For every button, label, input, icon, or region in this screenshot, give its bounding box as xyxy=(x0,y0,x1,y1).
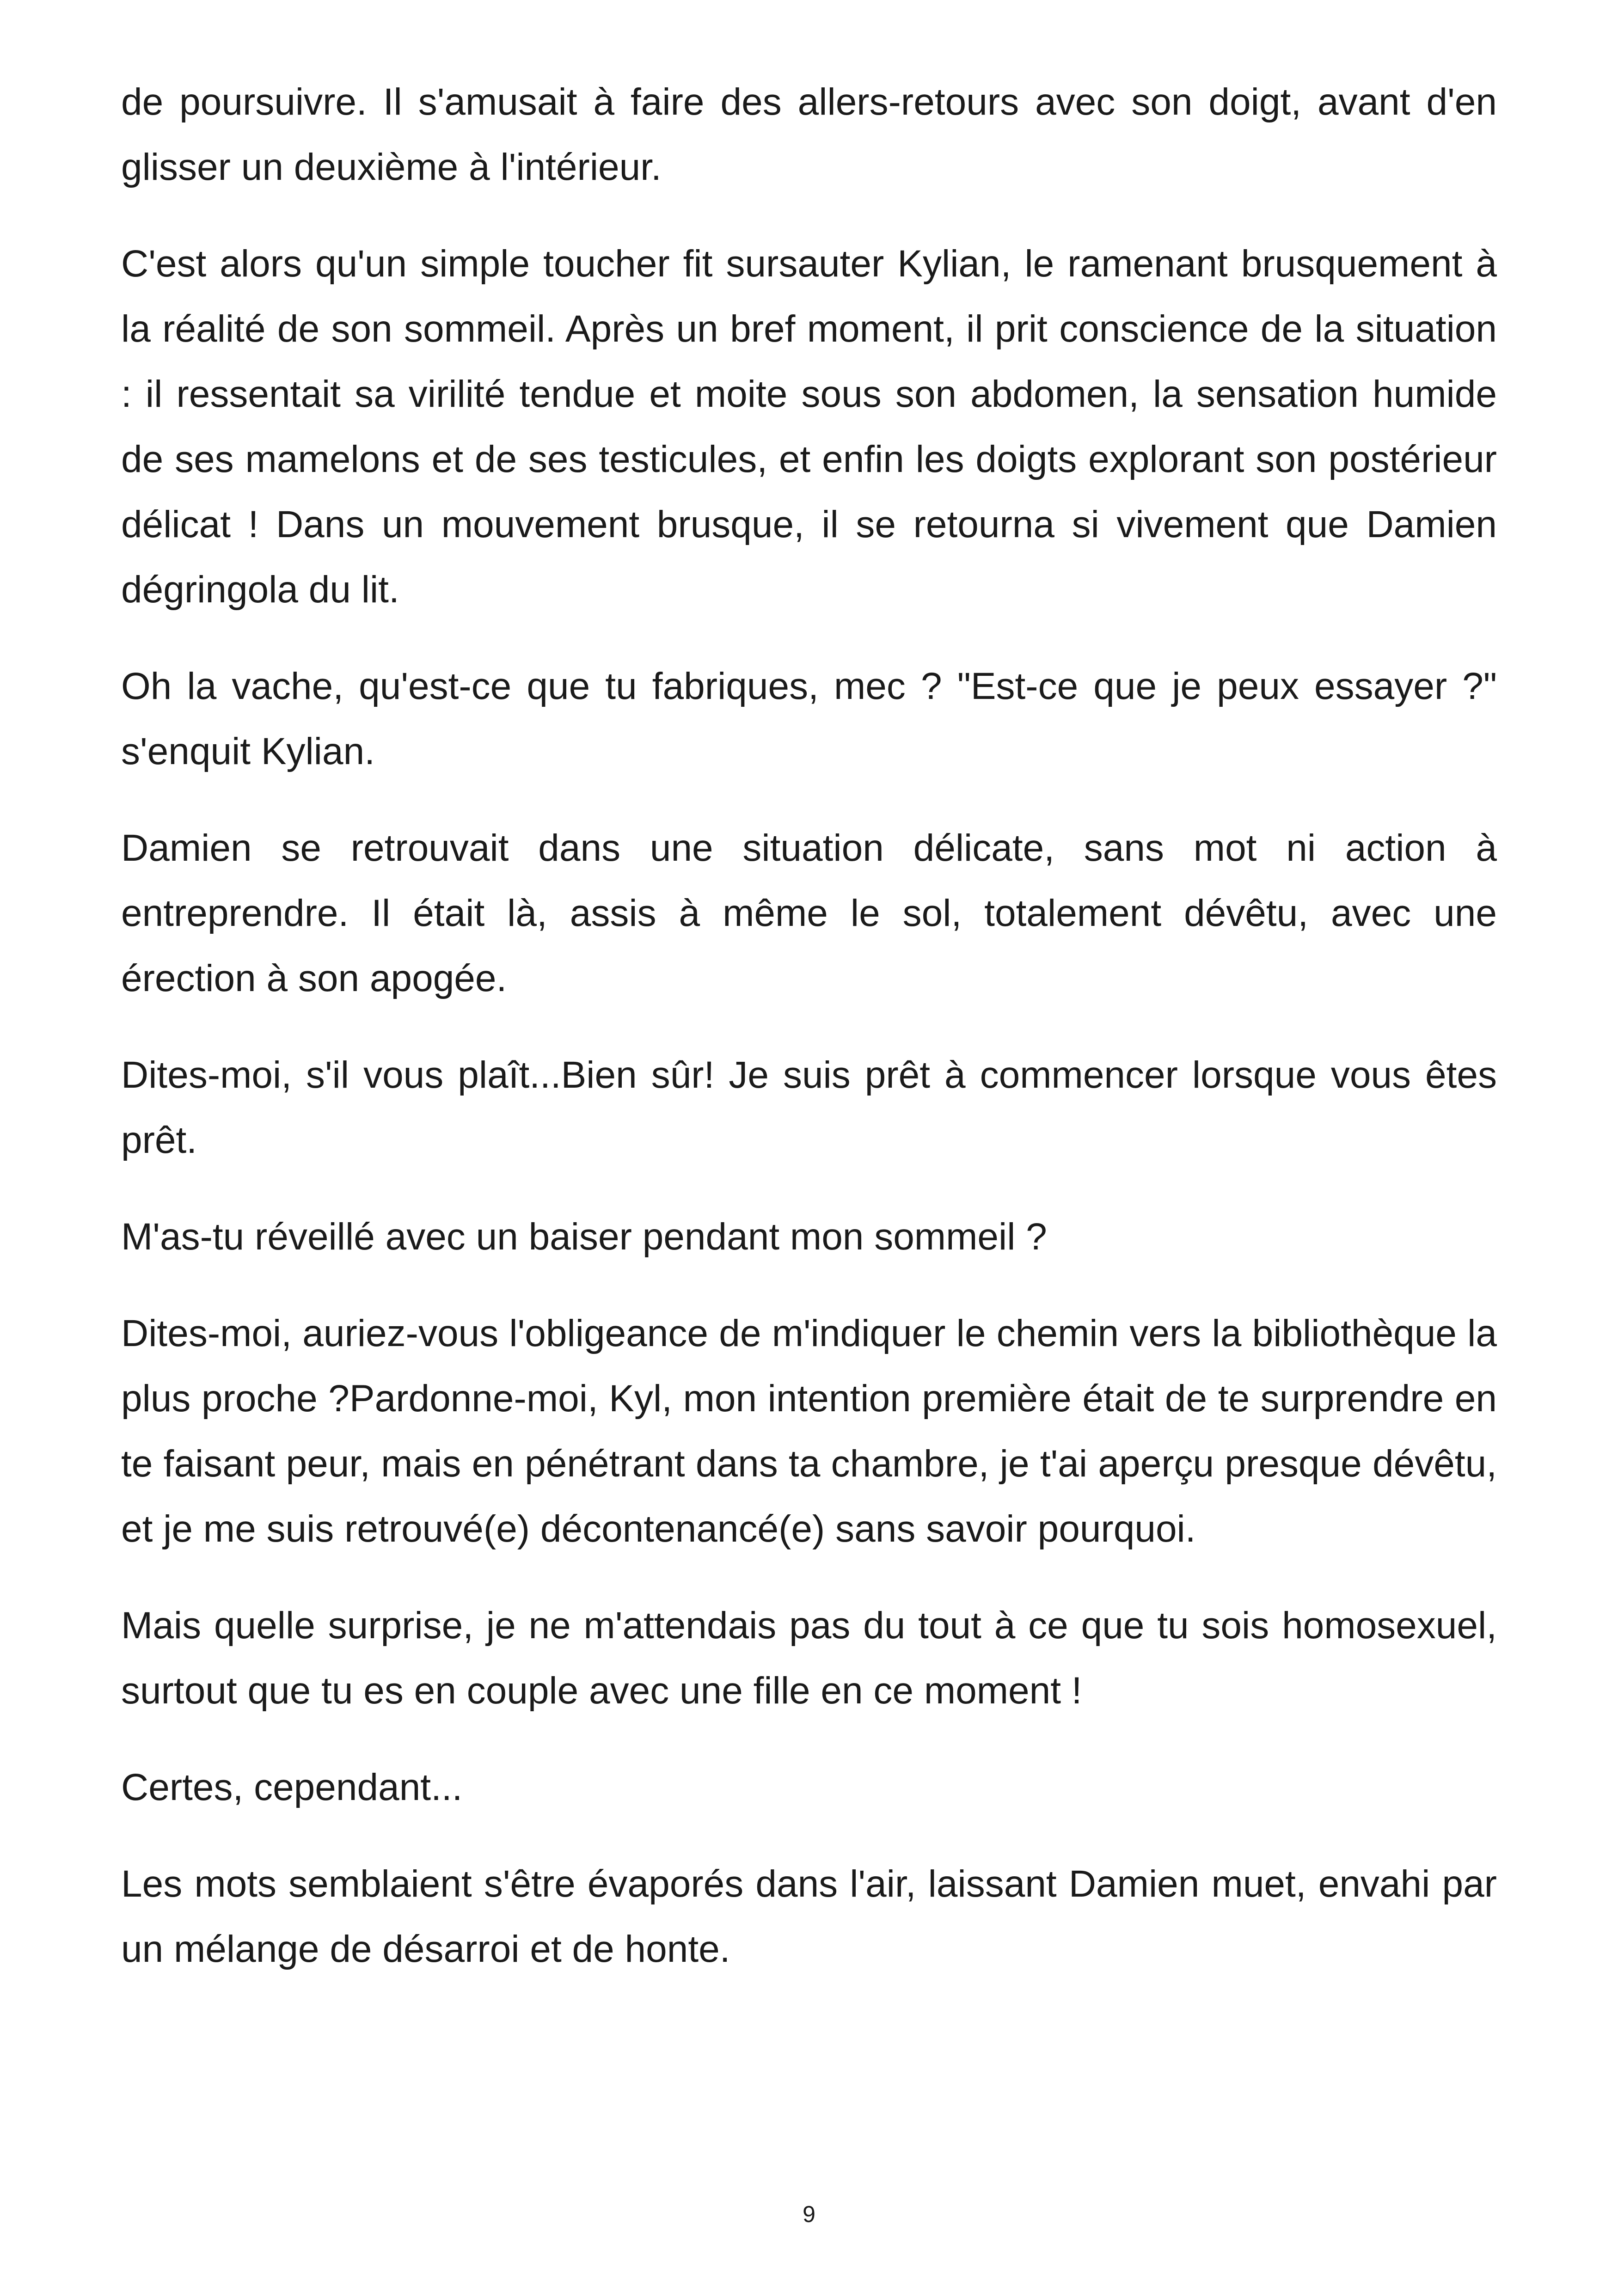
paragraph-4: Damien se retrouvait dans une situation délicate, sans mot ni action à entreprendre. Il était là, assis à même le sol, totalement dévêtu, avec une érection à son apogée. xyxy=(121,827,1497,999)
paragraph-7: Dites-moi, auriez-vous l'obligeance de m'indiquer le chemin vers la bibliothèque la plus proche ?Pardonne-moi, Kyl, mon intention première était de te surprendre en te faisant peur, mais en pénétrant dans ta chambre, je t'ai aperçu presque dévêtu, et je me suis retrouvé(e) décontenancé(e) sans savoir pourquoi. xyxy=(121,1312,1497,1550)
paragraph-1: de poursuivre. Il s'amusait à faire des allers-retours avec son doigt, avant d'en glisser un deuxième à l'intérieur. xyxy=(121,81,1497,188)
paragraph-5: Dites-moi, s'il vous plaît...Bien sûr! Je suis prêt à commencer lorsque vous êtes prêt. xyxy=(121,1054,1497,1161)
paragraph-3: Oh la vache, qu'est-ce que tu fabriques, mec ? "Est-ce que je peux essayer ?" s'enquit Kylian. xyxy=(121,665,1497,772)
paragraph-10: Les mots semblaient s'être évaporés dans l'air, laissant Damien muet, envahi par un mélange de désarroi et de honte. xyxy=(121,1863,1497,1970)
page-body xyxy=(121,69,1497,2013)
paragraph-8: Mais quelle surprise, je ne m'attendais pas du tout à ce que tu sois homosexuel, surtout que tu es en couple avec une fille en ce moment ! xyxy=(121,1604,1497,1712)
paragraph-2: C'est alors qu'un simple toucher fit sursauter Kylian, le ramenant brusquement à la réalité de son sommeil. Après un bref moment, il prit conscience de la situation : il ressentait sa virilité tendue et moite sous son abdomen, la sensation humide de ses mamelons et de ses testicules, et enfin les doigts explorant son postérieur délicat ! Dans un mouvement brusque, il se retourna si vivement que Damien dégringola du lit. xyxy=(121,243,1497,611)
paragraph-9: Certes, cependant... xyxy=(121,1766,463,1808)
paragraph-6: M'as-tu réveillé avec un baiser pendant mon sommeil ? xyxy=(121,1216,1047,1258)
page-number: 9 xyxy=(803,2201,815,2227)
